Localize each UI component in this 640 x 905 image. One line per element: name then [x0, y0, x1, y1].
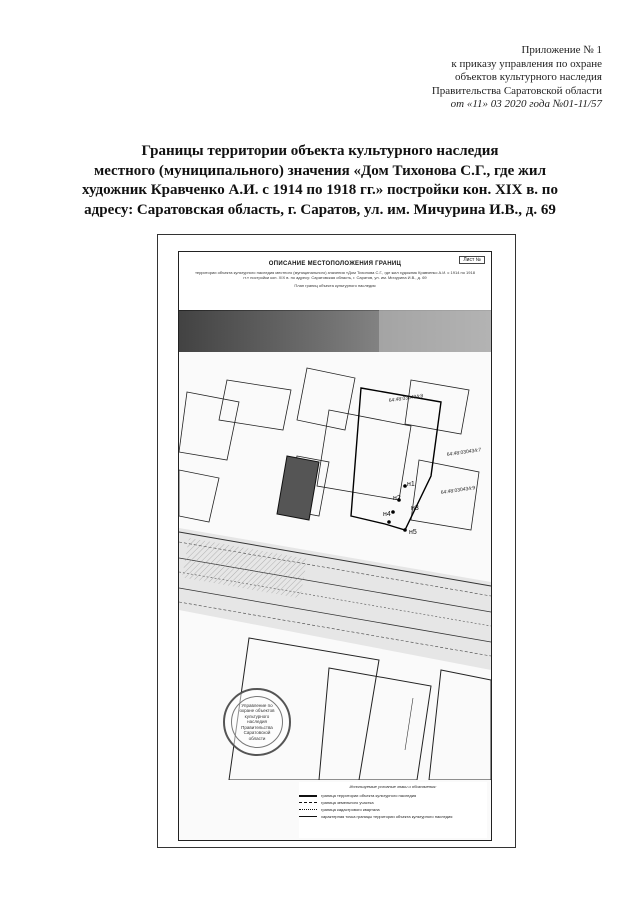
document-title [40, 142, 600, 220]
point-label: н4 [383, 511, 391, 518]
point-label: н1 [407, 481, 415, 488]
legend-swatch [299, 802, 317, 803]
legend-label: характерная точка границы территории объекта культурного наследия [321, 814, 453, 819]
appendix-line: Правительства Саратовской области [431, 84, 602, 97]
map-header [179, 252, 491, 311]
legend-row [299, 799, 487, 806]
point-label: н3 [411, 505, 419, 512]
imagery-band-light [379, 310, 491, 352]
title-line: адресу: Саратовская область, г. Саратов, ул. им. Мичурина И.В., д. 69 [84, 201, 556, 218]
boundary-points [387, 484, 407, 532]
appendix-block [342, 44, 602, 112]
legend-row [299, 806, 487, 813]
legend-title: Используемые условные знаки и обозначения: [349, 784, 437, 789]
legend-label: граница кадастрового квартала [321, 807, 380, 812]
appendix-line: Приложение № 1 [521, 44, 602, 56]
legend-swatch [299, 795, 317, 797]
appendix-line: объектов культурного наследия [455, 71, 602, 83]
sheet-number: Лист № [459, 256, 485, 264]
map-sheet [157, 234, 516, 848]
legend-row [299, 813, 487, 820]
appendix-date-line: от «11» 03 2020 года №01-11/57 [450, 98, 602, 110]
seal-text: Управление по охране объектов культурного наследия Правительства Саратовской области [239, 702, 275, 741]
map-header-description: территории объекта культурного наследия местного (муниципального) значения «Дом Тихонова С.Г., где жил художник Кравченко А.И. с 1914 по 1918 гг.» постройки кон. XIX в. по адресу: Саратовская область, г. Саратов, ул. им. Мичурина И.В., д. 69 [195, 270, 475, 280]
parcel-label: 64:48:030434:7 [446, 447, 482, 458]
appendix-line: к приказу управления по охране [451, 57, 602, 70]
heritage-object-hatched [277, 456, 319, 520]
title-line: художник Кравченко А.И. с 1914 по 1918 гг.» постройки кон. XIX в. по [82, 182, 558, 198]
map-header-subtitle: План границ объекта культурного наследия [294, 283, 376, 288]
map-legend [299, 782, 487, 838]
parcel-label: 64:48:030434:8 [388, 393, 424, 404]
title-line: Границы территории объекта культурного наследия [141, 143, 499, 159]
street-band [179, 528, 491, 670]
title-line: местного (муниципального) значения «Дом Тихонова С.Г., где жил [94, 162, 546, 179]
legend-row [299, 792, 487, 799]
legend-swatch [299, 816, 317, 817]
heritage-territory-boundary [351, 388, 441, 530]
point-label: н5 [409, 529, 417, 536]
legend-swatch [299, 809, 317, 810]
official-seal [223, 688, 291, 756]
map-frame [178, 251, 492, 841]
legend-label: граница территории объекта культурного наследия [321, 793, 417, 798]
legend-label: граница земельного участка [321, 800, 374, 805]
point-label: н2 [393, 495, 401, 502]
parcel-label: 64:48:030434:9 [440, 485, 476, 496]
map-header-title: ОПИСАНИЕ МЕСТОПОЛОЖЕНИЯ ГРАНИЦ [268, 261, 402, 267]
